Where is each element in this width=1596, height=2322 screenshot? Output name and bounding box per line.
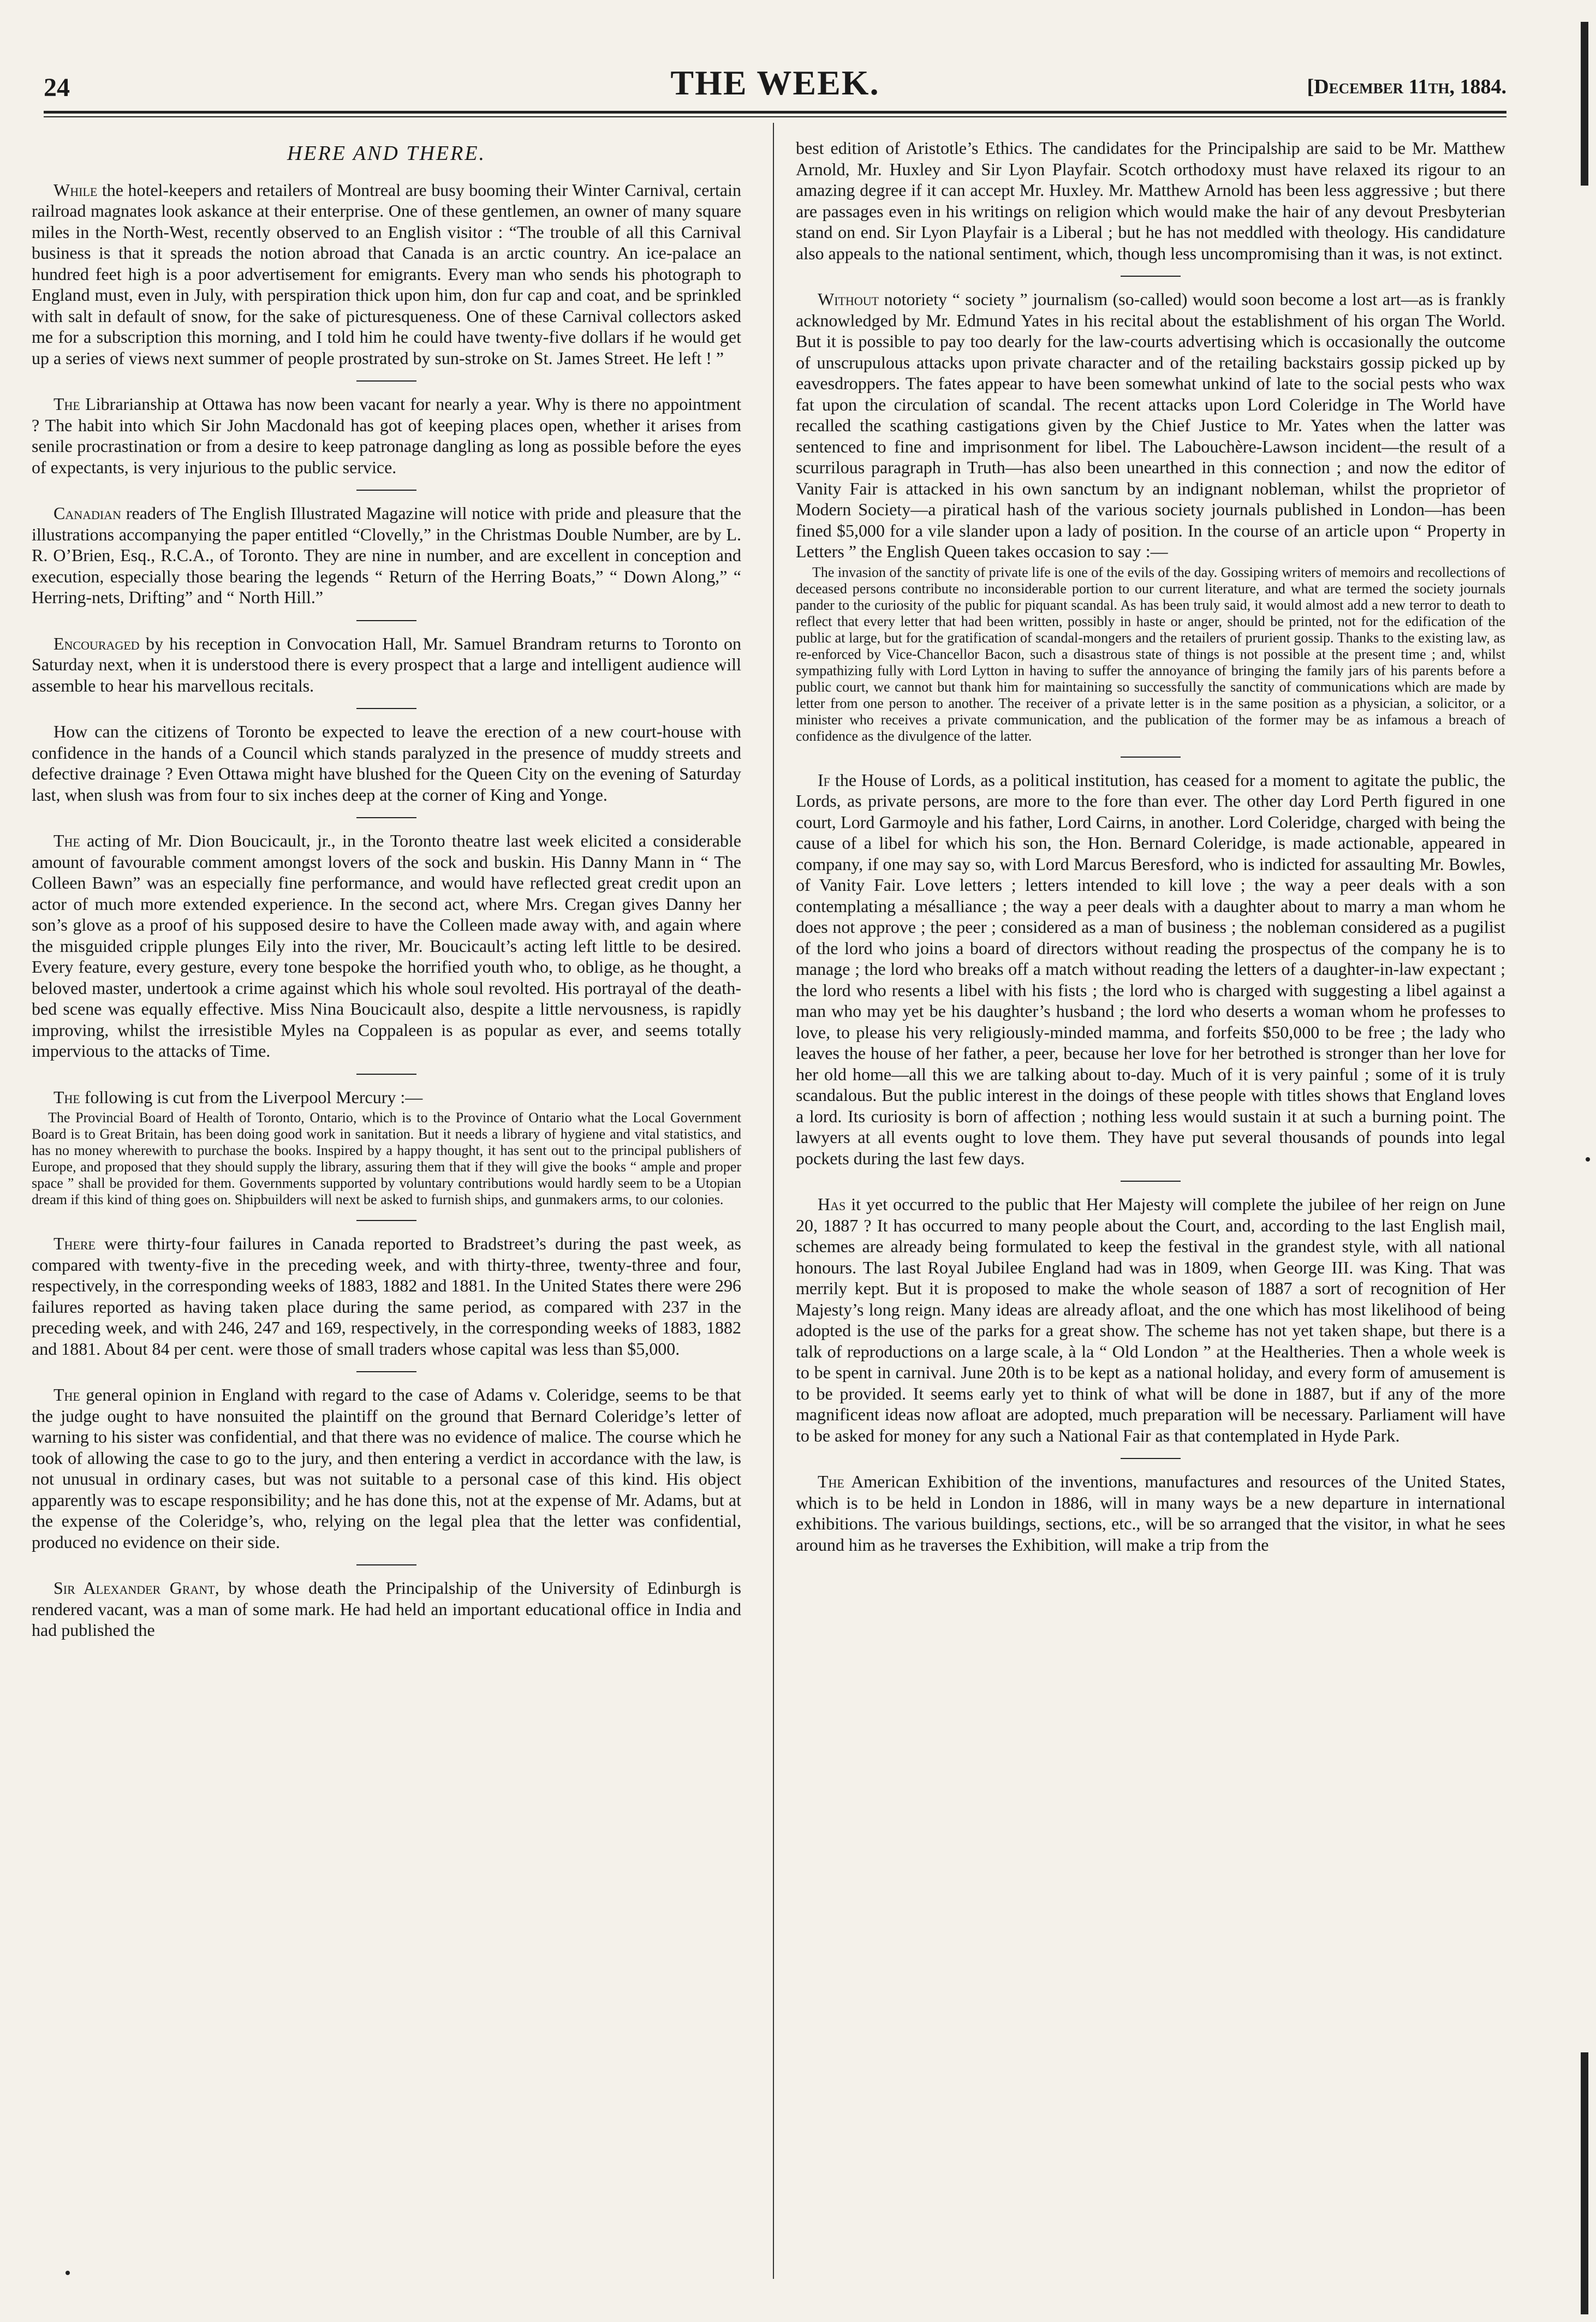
separator-rule bbox=[1121, 757, 1181, 758]
separator-rule bbox=[356, 1371, 416, 1372]
separator-rule bbox=[356, 1220, 416, 1221]
paragraph-text: best edition of Aristotle’s Ethics. The candidates for the Principalship are said to be Mr. Matthew Arnold, Mr. Huxley and Sir Lyon Playfair. Scotch orthodoxy must have relaxed its rigour to an amazing degree if it can accept Mr. Huxley. Mr. Matthew Arnold has been less aggressive ; but there are passages even in his writings on religion which would make the hair of any devout Presbyterian stand on end. Sir Lyon Playfair is a Liberal ; but he has not meddled with theology. His candidature also appeals to the national sentiment, which, though less uncompromising than it was, is not extinct. bbox=[796, 138, 1505, 263]
article-paragraph bbox=[32, 721, 741, 805]
article-paragraph bbox=[796, 138, 1505, 264]
article-paragraph bbox=[32, 180, 741, 369]
masthead-title: THE WEEK. bbox=[670, 63, 880, 102]
separator-rule bbox=[356, 817, 416, 818]
paragraph-lead: The bbox=[53, 831, 80, 850]
paragraph-text: American Exhibition of the inventions, manufactures and resources of the United States, which is to be held in London in 1886, will in many ways be a new departure in international exhibitions. The various buildings, sections, etc., will be so arranged that the visitor, in what he sees around him as he traverses the Exhibition, will make a trip from the bbox=[796, 1472, 1505, 1555]
scan-edge-mark bbox=[1581, 22, 1588, 186]
separator-rule bbox=[356, 1564, 416, 1565]
header-rule-thin bbox=[44, 116, 1506, 117]
paragraph-text: by his reception in Convocation Hall, Mr. Samuel Brandram returns to Toronto on Saturday next, when it is understood there is every prospect that a large and intelligent audience will assemble to hear his marvellous recitals. bbox=[32, 633, 741, 695]
paragraph-text: were thirty-four failures in Canada reported to Bradstreet’s during the past week, as compared with twenty-five in the preceding week, and with thirty-three, twenty-three and four, respectively, in the corresponding weeks of 1883, 1882 and 1881. In the United States there were 296 failures reported as having taken place during the same period, as compared with 237 in the preceding week, and with 246, 247 and 169, respectively, in the corresponding weeks of 1883, 1882 and 1881. About 84 per cent. were those of small traders whose capital was less than $5,000. bbox=[32, 1234, 741, 1359]
separator-rule bbox=[356, 708, 416, 709]
separator-rule bbox=[356, 620, 416, 621]
paragraph-lead: The bbox=[53, 1087, 80, 1107]
separator-rule bbox=[356, 380, 416, 382]
paragraph-text: How can the citizens of Toronto be expected to leave the erection of a new court-house with confidence in the hands of a Council which stands paralyzed in the presence of muddy streets and defective drainage ? Even Ottawa might have blushed for the Queen City on the evening of Saturday last, when slush was from four to six inches deep at the corner of King and Yonge. bbox=[32, 722, 741, 805]
separator-rule bbox=[1121, 1181, 1181, 1182]
separator-rule bbox=[356, 490, 416, 491]
article-paragraph bbox=[32, 1233, 741, 1359]
paragraph-lead: Canadian bbox=[53, 503, 121, 523]
paragraph-lead: Without bbox=[818, 289, 879, 309]
quoted-extract: The invasion of the sanctity of private life is one of the evils of the day. Gossiping writers of memoirs and recollections of deceased persons contribute no inconsiderable portion to our current literature, and what are termed the society journals pander to the curiosity of the public for piquant scandal. As has been truly said, it would almost add a new terror to death to reflect that every letter that had been written, possibly in haste or anger, should be printed, not for the edification of the public at large, but for the gratification of scandal-mongers and the retailers of prurient gossip. Thanks to the existing law, as re-enforced by Vice-Chancellor Bacon, such a disastrous state of things is not possible at the present time ; and, whilst sympathizing fully with Lord Lytton in having to suffer the annoyance of bringing the family jars of his parents before a public court, we cannot but thank him for maintaining so successfully the sanctity of communications which are made by letter from one person to another. The receiver of a private letter is in the same position as a physician, a solicitor, or a minister who receives a private communication, and the publication of the former may be as infamous a breach of confidence as the divulgence of the latter. bbox=[796, 564, 1505, 744]
paragraph-text: the hotel-keepers and retailers of Montreal are busy booming their Winter Carnival, certain railroad magnates look askance at their enterprise. One of these gentlemen, an owner of many square miles in the North-West, recently observed to an English visitor : “The trouble of all this Carnival business is that it spreads the notion abroad that Canada is an arctic country. An ice-palace an hundred feet high is a poor advertisement for emigrants. Every man who sends his photograph to England must, even in July, with perspiration thick upon him, don fur cap and coat, and be sprinkled with salt in default of snow, for the sake of picturesqueness. One of these Carnival collectors asked me for a subscription this morning, and I told him he could have twenty-five dollars if he would get up a series of views next summer of people prostrated by sun-stroke on St. James Street. He left ! ” bbox=[32, 180, 741, 368]
paragraph-lead: If bbox=[818, 770, 830, 790]
page-number: 24 bbox=[44, 73, 70, 102]
article-paragraph bbox=[32, 503, 741, 608]
paragraph-lead: While bbox=[53, 180, 98, 200]
paragraph-text: following is cut from the Liverpool Mercury :— bbox=[80, 1087, 423, 1107]
paragraph-lead: There bbox=[53, 1234, 96, 1253]
paragraph-lead: Sir Alexander Grant, bbox=[53, 1578, 219, 1598]
separator-rule bbox=[356, 1074, 416, 1075]
paragraph-text: readers of The English Illustrated Magazine will notice with pride and pleasure that the illustrations accompanying the paper entitled “Clovelly,” in the Christmas Double Number, are by L. R. O’Brien, Esq., R.C.A., of Toronto. They are nine in number, and are excellent in conception and execution, especially those bearing the legends “ Return of the Herring Boats,” “ Down Along,” “ Herring-nets, Drifting” and “ North Hill.” bbox=[32, 503, 741, 607]
header-rule bbox=[44, 111, 1506, 114]
article-paragraph bbox=[32, 1384, 741, 1552]
article-paragraph bbox=[796, 289, 1505, 562]
paragraph-lead: The bbox=[53, 394, 80, 414]
separator-rule bbox=[1121, 276, 1181, 277]
issue-date: [December 11th, 1884. bbox=[1307, 75, 1506, 98]
section-title: HERE AND THERE. bbox=[287, 142, 486, 165]
paragraph-lead: Has bbox=[818, 1194, 846, 1214]
article-paragraph bbox=[32, 633, 741, 696]
quoted-extract: The Provincial Board of Health of Toronto, Ontario, which is to the Province of Ontario what the Local Government Board is to Great Britain, has been doing good work in sanitation. But it needs a library of hygiene and vital statistics, and has no money wherewith to purchase the books. Inspired by a happy thought, it has sent out to the principal publishers of Europe, and proposed that they should supply the library, assuring them that if they will give the books “ ample and proper space ” shall be provided for them. Governments supported by voluntary contributions would hardly seem to be a Utopian dream if this kind of thing goes on. Shipbuilders will next be asked to furnish ships, and gunmakers arms, to our colonies. bbox=[32, 1110, 741, 1207]
scan-speck bbox=[1586, 1157, 1590, 1162]
paragraph-text: general opinion in England with regard to the case of Adams v. Coleridge, seems to be that the judge ought to have nonsuited the plaintiff on the ground that Bernard Coleridge’s letter of warning to his sister was confidential, and that there was no evidence of malice. The course which he took of allowing the case to go to the jury, and then entering a verdict in accordance with the law, is not unusual in ordinary cases, but was not suitable to a personal case of this kind. His object apparently was to escape responsibility; and he has done this, not at the expense of Mr. Adams, but at the expense of the Coleridge’s, who, relying on the legal plea that the letter was confidential, produced no evidence on their side. bbox=[32, 1385, 741, 1552]
article-paragraph bbox=[32, 1087, 741, 1108]
paragraph-text: it yet occurred to the public that Her Majesty will complete the jubilee of her reign on June 20, 1887 ? It has occurred to many people about the Court, and, according to the last English mail, schemes are already being formulated to keep the festival in the grandest style, with all national honours. The last Royal Jubilee England had was in 1809, when George III. was King. That was merrily kept. But it is proposed to make the whole season of 1887 a sort of recognition of Her Majesty’s long reign. Many ideas are already afloat, and the one which has most likelihood of being adopted is the use of the parks for a great show. The scheme has not yet taken shape, but there is a talk of reproductions on a large scale, à la “ Old London ” at the Healtheries. Then a whole week is to be spent in carnival. June 20th is to be kept as a national holiday, and every form of amusement is to be provided. It seems early yet to think of what will be done in 1887, but if any of the more magnificent ideas now afloat are adopted, much preparation will be necessary. Parliament will have to be asked for money for any such a National Fair as that contemplated in Hyde Park. bbox=[796, 1194, 1505, 1445]
article-paragraph bbox=[796, 1194, 1505, 1446]
paragraph-text: the House of Lords, as a political institution, has ceased for a moment to agitate the public, the Lords, as private persons, are more to the fore than ever. The other day Lord Perth figured in one court, Lord Garmoyle and his father, Lord Cairns, in another. Lord Coleridge, charged with being the cause of a libel for which his son, the Hon. Bernard Coleridge, is made actionable, appeared in company, if one may say so, with Lord Marcus Beresford, who is indicted for assaulting Mr. Bowles, of Vanity Fair. Love letters ; letters intended to kill love ; the way a peer deals with a son contemplating a mésalliance ; the way a peer deals with a daughter about to marry a man whom he does not approve ; the peer ; considered as a man of business ; the nobleman considered as a pugilist of the lord who joins a board of directors without reading the prospectus of the company he is to manage ; the lord who breaks off a match without reading the letters of a daughter-in-law expectant ; the lord who resents a libel with his fists ; the lord who is charged with suggesting a libel against a man who may yet be his daughter’s husband ; the lord who deserts a woman whom he professes to love, to please his very religiously-minded mamma, and forfeits $50,000 to be free ; the lady who leaves the house of her father, a peer, because her love for her betrothed is stronger than her love for her old home—all this we are talking about to-day. Much of it is very painful ; some of it is truly scandalous. But the public interest in the doings of these people with titles shows that England loves a lord. Its curiosity is born of affection ; nothing less would sustain it at such a burning point. The lawyers at all events ought to love them. They have put several thousands of pounds into legal pockets during the last few days. bbox=[796, 770, 1505, 1168]
paragraph-text: by whose death the Principalship of the University of Edinburgh is rendered vacant, was a man of some mark. He had held an important educational office in India and had published the bbox=[32, 1578, 741, 1640]
paragraph-lead: The bbox=[818, 1472, 844, 1491]
article-paragraph bbox=[32, 830, 741, 1062]
column-divider bbox=[773, 123, 774, 2279]
separator-rule bbox=[1121, 1458, 1181, 1459]
paragraph-text: notoriety “ society ” journalism (so-called) would soon become a lost art—as is frankly acknowledged by Mr. Edmund Yates in his recital about the establishment of his organ The World. But it is possible to pay too dearly for the law-courts advertising which is occasionally the outcome of unscrupulous attacks upon private character and of the retailing backstairs gossip picked up by eavesdroppers. The fates appear to have been somewhat unkind of late to the social pests who wax fat upon the circulation of scandal. The recent attacks upon Lord Coleridge in The World have recalled the scathing castigations given by the Chief Justice to Mr. Yates when the latter was sentenced to fine and imprisonment for libel. The Labouchère-Lawson incident—the result of a scurrilous paragraph in Truth—has also been unearthed in this connection ; and now the editor of Vanity Fair is attacked in his own sanctum by an indignant nobleman, whilst the proprietor of Modern Society—a piratical hash of the various society journals published in London—has been fined $5,000 for a vile slander upon a lady of position. In the course of an article upon “ Property in Letters ” the English Queen takes occasion to say :— bbox=[796, 289, 1505, 561]
scan-speck bbox=[65, 2271, 70, 2275]
paragraph-text: Librarianship at Ottawa has now been vacant for nearly a year. Why is there no appointment ? The habit into which Sir John Macdonald has got of keeping places open, whether it arises from senile procrastination or from a desire to keep patronage dangling as long as possible before the eyes of expectants, is very injurious to the public service. bbox=[32, 394, 741, 477]
paragraph-text: acting of Mr. Dion Boucicault, jr., in the Toronto theatre last week elicited a considerable amount of favourable comment amongst lovers of the sock and buskin. His Danny Mann in “ The Colleen Bawn” was an especially fine performance, and would have reflected great credit upon an actor of much more extended experience. In the second act, where Mrs. Cregan gives Danny her son’s glove as a proof of his supposed desire to have the Colleen made away with, and again where the misguided cripple plunges Eily into the river, Mr. Boucicault’s acting left little to be desired. Every feature, every gesture, every tone bespoke the horrified youth who, to oblige, as he thought, a beloved master, undertook a crime against which his whole soul revolted. His portrayal of the death-bed scene was equally effective. Miss Nina Boucicault also, despite a little nervousness, is rapidly improving, whilst the irresistible Myles na Coppaleen is as popular as ever, and seems totally impervious to the attacks of Time. bbox=[32, 831, 741, 1061]
article-paragraph bbox=[32, 1577, 741, 1641]
article-paragraph bbox=[796, 1471, 1505, 1555]
scan-edge-mark bbox=[1581, 2052, 1588, 2314]
paragraph-lead: The bbox=[53, 1385, 80, 1404]
article-paragraph bbox=[796, 770, 1505, 1169]
right-column bbox=[796, 138, 1505, 1555]
paragraph-lead: Encouraged bbox=[53, 633, 140, 653]
article-paragraph bbox=[32, 394, 741, 478]
page-header bbox=[44, 63, 1506, 106]
left-column bbox=[32, 136, 741, 1641]
